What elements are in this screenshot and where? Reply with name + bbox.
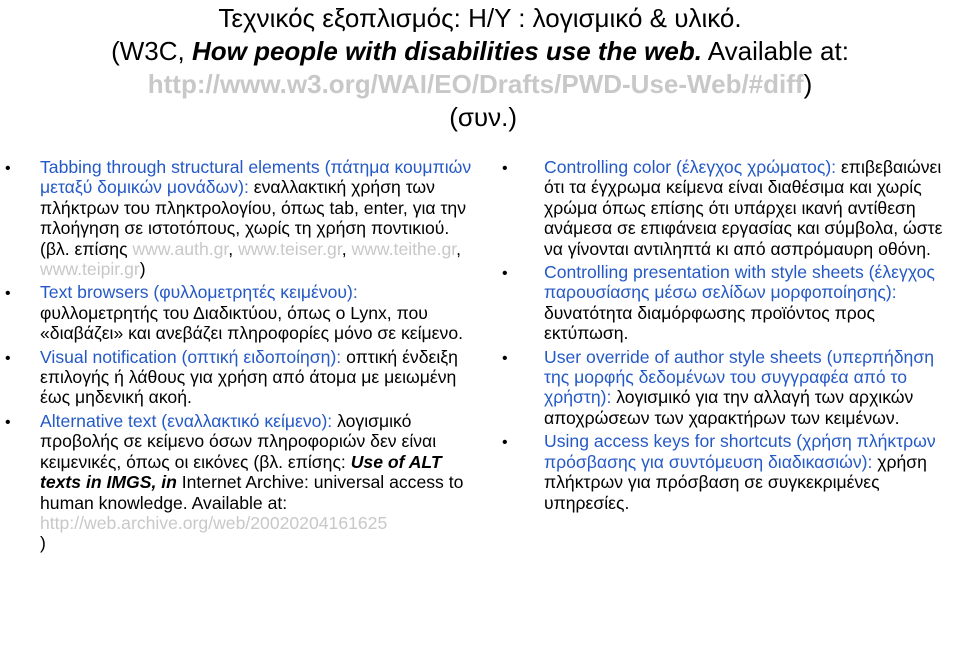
item-heading: Visual notification (οπτική ειδοποίηση):: [40, 346, 342, 367]
title-prefix: (W3C,: [111, 36, 192, 66]
title-line-4: (συν.): [449, 102, 517, 132]
title-line-2: [0, 35, 960, 68]
title-close-paren: ): [803, 69, 813, 99]
bullet-icon: •: [502, 434, 508, 452]
item-heading: User override of author style sheets (υπερπήδηση της μορφής δεδομένων του συγγραφέα από το χρήστη):: [544, 346, 934, 408]
item-body: χρήση πλήκτρων για πρόσβαση σε συγκεκριμένες υπηρεσίες.: [544, 451, 927, 513]
item-body: επιβεβαιώνει ότι τα έγχρωμα κείμενα είναι διαθέσιμα και χωρίς χρώμα όπως επίσης ότι υπάρχει ικανή αντίθεση ανάμεσα σε επιφάνεια εργασίας και σύμβολα, ώστε να γίνονται αντιληπτά κι από ασπρόμαυρη οθόνη.: [544, 157, 943, 259]
item-heading: Using access keys for shortcuts (χρήση πλήκτρων πρόσβασης για συντόμευση διαδικασιών):: [544, 431, 936, 472]
bullet-icon: •: [5, 285, 11, 303]
list-item: [502, 346, 958, 429]
bullet-icon: •: [502, 160, 508, 177]
item-heading: Controlling color (έλεγχος χρώματος):: [544, 157, 837, 177]
list-item: [5, 346, 480, 408]
slide-title: [0, 2, 960, 134]
close-paren: ): [40, 533, 46, 554]
item-bold-reference: Use of ALT texts in IMGS, in: [40, 451, 442, 493]
item-body: φυλλομετρητής του Διαδικτύου, όπως ο Lynx, που «διαβάζει» και ανεβάζει πληροφορίες μόνο σε κείμενο.: [40, 302, 463, 344]
left-column: [5, 157, 480, 557]
item-body: εναλλακτική χρήση των πλήκτρων του πληκτρολογίου, όπως tab, enter, για την πλοήγηση σε ιστοτόπους, χωρίς τη χρήση ποντικιού. (βλ. επίσης: [40, 177, 466, 259]
bullet-icon: •: [502, 349, 508, 367]
title-line-1: Τεχνικός εξοπλισμός: Η/Υ : λογισμικό & υλικό.: [218, 3, 742, 33]
title-link[interactable]: http://www.w3.org/WAI/EO/Drafts/PWD-Use-Web/#diff: [147, 69, 804, 99]
item-body: λογισμικό προβολής σε κείμενο όσων πληροφοριών δεν είναι κειμενικές, όπως οι εικόνες (βλ. επίσης:: [40, 410, 437, 472]
bullet-icon: •: [5, 160, 11, 177]
item-body: οπτική ένδειξη επιλογής ή λάθους για χρήση από άτομα με μειωμένη έως μηδενική ακοή.: [40, 346, 458, 408]
separator: ,: [456, 238, 462, 259]
right-column: [502, 157, 958, 516]
list-item: [5, 282, 480, 344]
separator: ,: [228, 238, 239, 259]
title-line-3: [0, 68, 960, 101]
bullet-icon: •: [502, 265, 508, 283]
list-item: [502, 431, 958, 513]
list-item: [5, 157, 480, 280]
list-item: [5, 410, 480, 554]
item-body: λογισμικό για την αλλαγή των αρχικών αποχρώσεων των χαρακτήρων των κειμένων.: [544, 387, 914, 428]
item-heading: Tabbing through structural elements (πάτημα κουμπιών μεταξύ δομικών μονάδων):: [40, 157, 472, 198]
close-paren: ): [139, 259, 146, 280]
bullet-icon: •: [5, 413, 11, 431]
title-suffix: Available at:: [701, 36, 849, 66]
title-bold-reference: How people with disabilities use the web.: [191, 36, 702, 66]
list-item: [502, 157, 958, 259]
link-teithe[interactable]: www.teithe.gr: [351, 238, 457, 259]
item-heading: Controlling presentation with style sheets (έλεγχος παρουσίασης μέσω σελίδων μορφοποίησης):: [544, 262, 935, 303]
bullet-icon: •: [5, 349, 11, 367]
item-body-continued: Internet Archive: universal access to human knowledge. Available at:: [40, 472, 464, 513]
separator: ,: [341, 238, 352, 259]
link-auth[interactable]: www.auth.gr: [132, 238, 229, 259]
archive-link[interactable]: http://web.archive.org/web/20020204161625: [40, 512, 388, 533]
link-teipir[interactable]: www.teipir.gr: [40, 259, 140, 280]
item-heading: Text browsers (φυλλομετρητές κειμένου):: [40, 282, 358, 303]
list-item: [502, 262, 958, 344]
link-teiser[interactable]: www.teiser.gr: [238, 238, 342, 259]
item-heading: Alternative text (εναλλακτικό κείμενο):: [40, 410, 333, 431]
item-body: δυνατότητα διαμόρφωσης προϊόντος προς εκτύπωση.: [544, 302, 876, 344]
